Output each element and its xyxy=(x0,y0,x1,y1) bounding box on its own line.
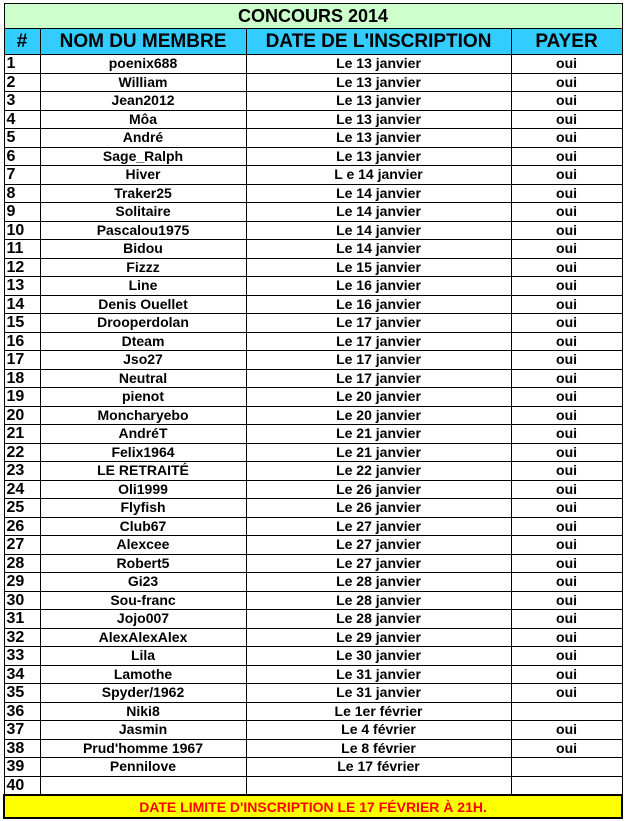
cell-number[interactable]: 13 xyxy=(4,277,40,296)
table-row xyxy=(4,665,622,684)
footer-row xyxy=(4,795,622,818)
cell-registration-date[interactable]: L e 14 janvier xyxy=(246,166,511,185)
table-row xyxy=(4,388,622,407)
cell-registration-date[interactable]: Le 14 janvier xyxy=(246,184,511,203)
cell-paid[interactable]: oui xyxy=(511,314,622,333)
table-row xyxy=(4,147,622,166)
cell-member-name[interactable]: Hiver xyxy=(40,166,246,185)
cell-number[interactable]: 27 xyxy=(4,536,40,555)
table-row xyxy=(4,295,622,314)
cell-paid[interactable]: oui xyxy=(511,721,622,740)
table-row xyxy=(4,258,622,277)
cell-number[interactable]: 14 xyxy=(4,295,40,314)
cell-registration-date[interactable]: Le 17 janvier xyxy=(246,332,511,351)
table-row xyxy=(4,425,622,444)
cell-number[interactable]: 3 xyxy=(4,92,40,111)
cell-paid[interactable]: oui xyxy=(511,295,622,314)
cell-number[interactable]: 35 xyxy=(4,684,40,703)
cell-paid[interactable]: oui xyxy=(511,499,622,518)
cell-paid[interactable]: oui xyxy=(511,591,622,610)
cell-number[interactable]: 29 xyxy=(4,573,40,592)
cell-number[interactable]: 11 xyxy=(4,240,40,259)
table-row xyxy=(4,369,622,388)
cell-member-name[interactable]: Jso27 xyxy=(40,351,246,370)
table-row xyxy=(4,628,622,647)
table-row xyxy=(4,591,622,610)
cell-paid[interactable]: oui xyxy=(511,166,622,185)
cell-number[interactable]: 10 xyxy=(4,221,40,240)
cell-registration-date[interactable]: Le 28 janvier xyxy=(246,573,511,592)
cell-number[interactable]: 5 xyxy=(4,129,40,148)
cell-paid[interactable]: oui xyxy=(511,425,622,444)
cell-member-name[interactable]: Drooperdolan xyxy=(40,314,246,333)
cell-paid[interactable]: oui xyxy=(511,147,622,166)
table-row xyxy=(4,55,622,74)
cell-number[interactable]: 7 xyxy=(4,166,40,185)
table-row xyxy=(4,166,622,185)
cell-paid[interactable]: oui xyxy=(511,55,622,74)
table-row xyxy=(4,499,622,518)
cell-member-name[interactable]: Denis Ouellet xyxy=(40,295,246,314)
cell-paid[interactable]: oui xyxy=(511,388,622,407)
table-row xyxy=(4,758,622,777)
table-row xyxy=(4,610,622,629)
cell-number[interactable]: 37 xyxy=(4,721,40,740)
cell-registration-date[interactable]: Le 16 janvier xyxy=(246,295,511,314)
cell-paid[interactable]: oui xyxy=(511,203,622,222)
cell-registration-date[interactable]: Le 8 février xyxy=(246,739,511,758)
cell-member-name[interactable]: Flyfish xyxy=(40,499,246,518)
cell-registration-date[interactable]: Le 14 janvier xyxy=(246,203,511,222)
cell-member-name[interactable]: Pascalou1975 xyxy=(40,221,246,240)
cell-paid[interactable]: oui xyxy=(511,554,622,573)
cell-member-name[interactable]: William xyxy=(40,73,246,92)
table-row xyxy=(4,443,622,462)
table-row xyxy=(4,684,622,703)
cell-number[interactable]: 30 xyxy=(4,591,40,610)
cell-registration-date[interactable] xyxy=(246,776,511,795)
cell-registration-date[interactable]: Le 4 février xyxy=(246,721,511,740)
header-row xyxy=(4,29,622,55)
cell-number[interactable]: 16 xyxy=(4,332,40,351)
cell-paid[interactable] xyxy=(511,702,622,721)
registration-table xyxy=(3,3,623,819)
cell-registration-date[interactable]: Le 14 janvier xyxy=(246,240,511,259)
cell-member-name[interactable]: Spyder/1962 xyxy=(40,684,246,703)
cell-member-name[interactable]: Sage_Ralph xyxy=(40,147,246,166)
cell-member-name[interactable]: Jean2012 xyxy=(40,92,246,111)
cell-paid[interactable]: oui xyxy=(511,462,622,481)
header-registration-date[interactable]: DATE DE L'INSCRIPTION xyxy=(246,29,511,55)
cell-number[interactable]: 24 xyxy=(4,480,40,499)
cell-registration-date[interactable]: Le 1er février xyxy=(246,702,511,721)
cell-registration-date[interactable]: Le 16 janvier xyxy=(246,277,511,296)
cell-member-name[interactable]: Club67 xyxy=(40,517,246,536)
table-row xyxy=(4,110,622,129)
cell-paid[interactable]: oui xyxy=(511,110,622,129)
cell-paid[interactable]: oui xyxy=(511,480,622,499)
cell-paid[interactable]: oui xyxy=(511,647,622,666)
cell-paid[interactable]: oui xyxy=(511,665,622,684)
table-row xyxy=(4,702,622,721)
cell-registration-date[interactable]: Le 15 janvier xyxy=(246,258,511,277)
cell-registration-date[interactable]: Le 27 janvier xyxy=(246,554,511,573)
cell-member-name[interactable]: Robert5 xyxy=(40,554,246,573)
cell-number[interactable]: 28 xyxy=(4,554,40,573)
table-row xyxy=(4,277,622,296)
deadline-notice: DATE LIMITE D'INSCRIPTION LE 17 FÉVRIER À 21H. xyxy=(4,795,622,818)
cell-member-name[interactable]: André xyxy=(40,129,246,148)
table-row xyxy=(4,517,622,536)
table-row xyxy=(4,221,622,240)
cell-number[interactable]: 31 xyxy=(4,610,40,629)
cell-number[interactable]: 9 xyxy=(4,203,40,222)
table-row xyxy=(4,739,622,758)
cell-number[interactable]: 40 xyxy=(4,776,40,795)
cell-number[interactable]: 21 xyxy=(4,425,40,444)
cell-member-name[interactable]: Gi23 xyxy=(40,573,246,592)
cell-member-name[interactable]: Prud'homme 1967 xyxy=(40,739,246,758)
sheet-title: CONCOURS 2014 xyxy=(4,4,622,29)
cell-member-name[interactable]: Alexcee xyxy=(40,536,246,555)
cell-number[interactable]: 25 xyxy=(4,499,40,518)
cell-registration-date[interactable]: Le 26 janvier xyxy=(246,480,511,499)
cell-number[interactable]: 18 xyxy=(4,369,40,388)
cell-paid[interactable] xyxy=(511,758,622,777)
cell-paid[interactable]: oui xyxy=(511,443,622,462)
cell-number[interactable]: 33 xyxy=(4,647,40,666)
cell-registration-date[interactable]: Le 26 janvier xyxy=(246,499,511,518)
cell-number[interactable]: 8 xyxy=(4,184,40,203)
cell-number[interactable]: 22 xyxy=(4,443,40,462)
cell-member-name[interactable]: Dteam xyxy=(40,332,246,351)
cell-paid[interactable]: oui xyxy=(511,240,622,259)
table-row xyxy=(4,184,622,203)
contest-sheet xyxy=(3,3,621,819)
cell-paid[interactable]: oui xyxy=(511,221,622,240)
table-row xyxy=(4,554,622,573)
table-row xyxy=(4,573,622,592)
cell-registration-date[interactable]: Le 13 janvier xyxy=(246,55,511,74)
cell-member-name[interactable] xyxy=(40,776,246,795)
cell-paid[interactable]: oui xyxy=(511,92,622,111)
table-row xyxy=(4,332,622,351)
cell-member-name[interactable]: Niki8 xyxy=(40,702,246,721)
cell-member-name[interactable]: Lamothe xyxy=(40,665,246,684)
table-row xyxy=(4,92,622,111)
cell-registration-date[interactable]: Le 17 janvier xyxy=(246,314,511,333)
cell-registration-date[interactable]: Le 27 janvier xyxy=(246,517,511,536)
cell-member-name[interactable]: Solitaire xyxy=(40,203,246,222)
cell-number[interactable]: 32 xyxy=(4,628,40,647)
cell-number[interactable]: 15 xyxy=(4,314,40,333)
cell-member-name[interactable]: Môa xyxy=(40,110,246,129)
cell-paid[interactable]: oui xyxy=(511,573,622,592)
cell-member-name[interactable]: Jasmin xyxy=(40,721,246,740)
cell-paid[interactable]: oui xyxy=(511,277,622,296)
cell-registration-date[interactable]: Le 28 janvier xyxy=(246,591,511,610)
cell-number[interactable]: 23 xyxy=(4,462,40,481)
cell-number[interactable]: 17 xyxy=(4,351,40,370)
cell-registration-date[interactable]: Le 27 janvier xyxy=(246,536,511,555)
cell-paid[interactable]: oui xyxy=(511,610,622,629)
cell-registration-date[interactable]: Le 30 janvier xyxy=(246,647,511,666)
table-row xyxy=(4,351,622,370)
header-member-name[interactable]: NOM DU MEMBRE xyxy=(40,29,246,55)
cell-number[interactable]: 6 xyxy=(4,147,40,166)
cell-member-name[interactable]: poenix688 xyxy=(40,55,246,74)
cell-registration-date[interactable]: Le 17 janvier xyxy=(246,369,511,388)
cell-registration-date[interactable]: Le 29 janvier xyxy=(246,628,511,647)
cell-paid[interactable]: oui xyxy=(511,684,622,703)
cell-registration-date[interactable]: Le 21 janvier xyxy=(246,425,511,444)
header-number[interactable]: # xyxy=(4,29,40,55)
cell-paid[interactable]: oui xyxy=(511,258,622,277)
cell-member-name[interactable]: Line xyxy=(40,277,246,296)
cell-registration-date[interactable]: Le 21 janvier xyxy=(246,443,511,462)
cell-number[interactable]: 2 xyxy=(4,73,40,92)
cell-registration-date[interactable]: Le 17 janvier xyxy=(246,351,511,370)
cell-paid[interactable]: oui xyxy=(511,739,622,758)
cell-registration-date[interactable]: Le 13 janvier xyxy=(246,147,511,166)
cell-registration-date[interactable]: Le 22 janvier xyxy=(246,462,511,481)
cell-number[interactable]: 36 xyxy=(4,702,40,721)
title-row xyxy=(4,4,622,29)
table-row xyxy=(4,536,622,555)
table-row xyxy=(4,462,622,481)
cell-number[interactable]: 34 xyxy=(4,665,40,684)
cell-member-name[interactable]: pienot xyxy=(40,388,246,407)
cell-registration-date[interactable]: Le 20 janvier xyxy=(246,388,511,407)
cell-paid[interactable]: oui xyxy=(511,369,622,388)
table-row xyxy=(4,314,622,333)
cell-number[interactable]: 12 xyxy=(4,258,40,277)
cell-number[interactable]: 39 xyxy=(4,758,40,777)
table-row xyxy=(4,406,622,425)
cell-paid[interactable]: oui xyxy=(511,129,622,148)
cell-number[interactable]: 1 xyxy=(4,55,40,74)
table-row xyxy=(4,647,622,666)
cell-member-name[interactable]: Moncharyebo xyxy=(40,406,246,425)
cell-member-name[interactable]: Felix1964 xyxy=(40,443,246,462)
cell-member-name[interactable]: Lila xyxy=(40,647,246,666)
cell-member-name[interactable]: AlexAlexAlex xyxy=(40,628,246,647)
cell-registration-date[interactable]: Le 17 février xyxy=(246,758,511,777)
table-row xyxy=(4,240,622,259)
cell-paid[interactable] xyxy=(511,776,622,795)
cell-member-name[interactable]: Neutral xyxy=(40,369,246,388)
cell-member-name[interactable]: Pennilove xyxy=(40,758,246,777)
cell-registration-date[interactable]: Le 28 janvier xyxy=(246,610,511,629)
table-row xyxy=(4,129,622,148)
table-row xyxy=(4,480,622,499)
cell-member-name[interactable]: Jojo007 xyxy=(40,610,246,629)
cell-member-name[interactable]: Sou-franc xyxy=(40,591,246,610)
cell-paid[interactable]: oui xyxy=(511,517,622,536)
cell-member-name[interactable]: Fizzz xyxy=(40,258,246,277)
cell-paid[interactable]: oui xyxy=(511,628,622,647)
cell-member-name[interactable]: LE RETRAITÉ xyxy=(40,462,246,481)
cell-number[interactable]: 26 xyxy=(4,517,40,536)
cell-paid[interactable]: oui xyxy=(511,184,622,203)
table-row xyxy=(4,203,622,222)
cell-number[interactable]: 38 xyxy=(4,739,40,758)
cell-paid[interactable]: oui xyxy=(511,351,622,370)
table-row xyxy=(4,776,622,795)
cell-paid[interactable]: oui xyxy=(511,406,622,425)
table-row xyxy=(4,721,622,740)
cell-member-name[interactable]: Bidou xyxy=(40,240,246,259)
table-row xyxy=(4,73,622,92)
cell-member-name[interactable]: AndréT xyxy=(40,425,246,444)
cell-registration-date[interactable]: Le 20 janvier xyxy=(246,406,511,425)
cell-registration-date[interactable]: Le 31 janvier xyxy=(246,665,511,684)
cell-registration-date[interactable]: Le 31 janvier xyxy=(246,684,511,703)
cell-registration-date[interactable]: Le 13 janvier xyxy=(246,129,511,148)
cell-paid[interactable]: oui xyxy=(511,536,622,555)
cell-number[interactable]: 20 xyxy=(4,406,40,425)
cell-member-name[interactable]: Traker25 xyxy=(40,184,246,203)
header-paid[interactable]: PAYER xyxy=(511,29,622,55)
cell-registration-date[interactable]: Le 13 janvier xyxy=(246,110,511,129)
cell-registration-date[interactable]: Le 14 janvier xyxy=(246,221,511,240)
cell-member-name[interactable]: Oli1999 xyxy=(40,480,246,499)
cell-registration-date[interactable]: Le 13 janvier xyxy=(246,73,511,92)
cell-paid[interactable]: oui xyxy=(511,332,622,351)
cell-number[interactable]: 19 xyxy=(4,388,40,407)
cell-number[interactable]: 4 xyxy=(4,110,40,129)
cell-paid[interactable]: oui xyxy=(511,73,622,92)
cell-registration-date[interactable]: Le 13 janvier xyxy=(246,92,511,111)
